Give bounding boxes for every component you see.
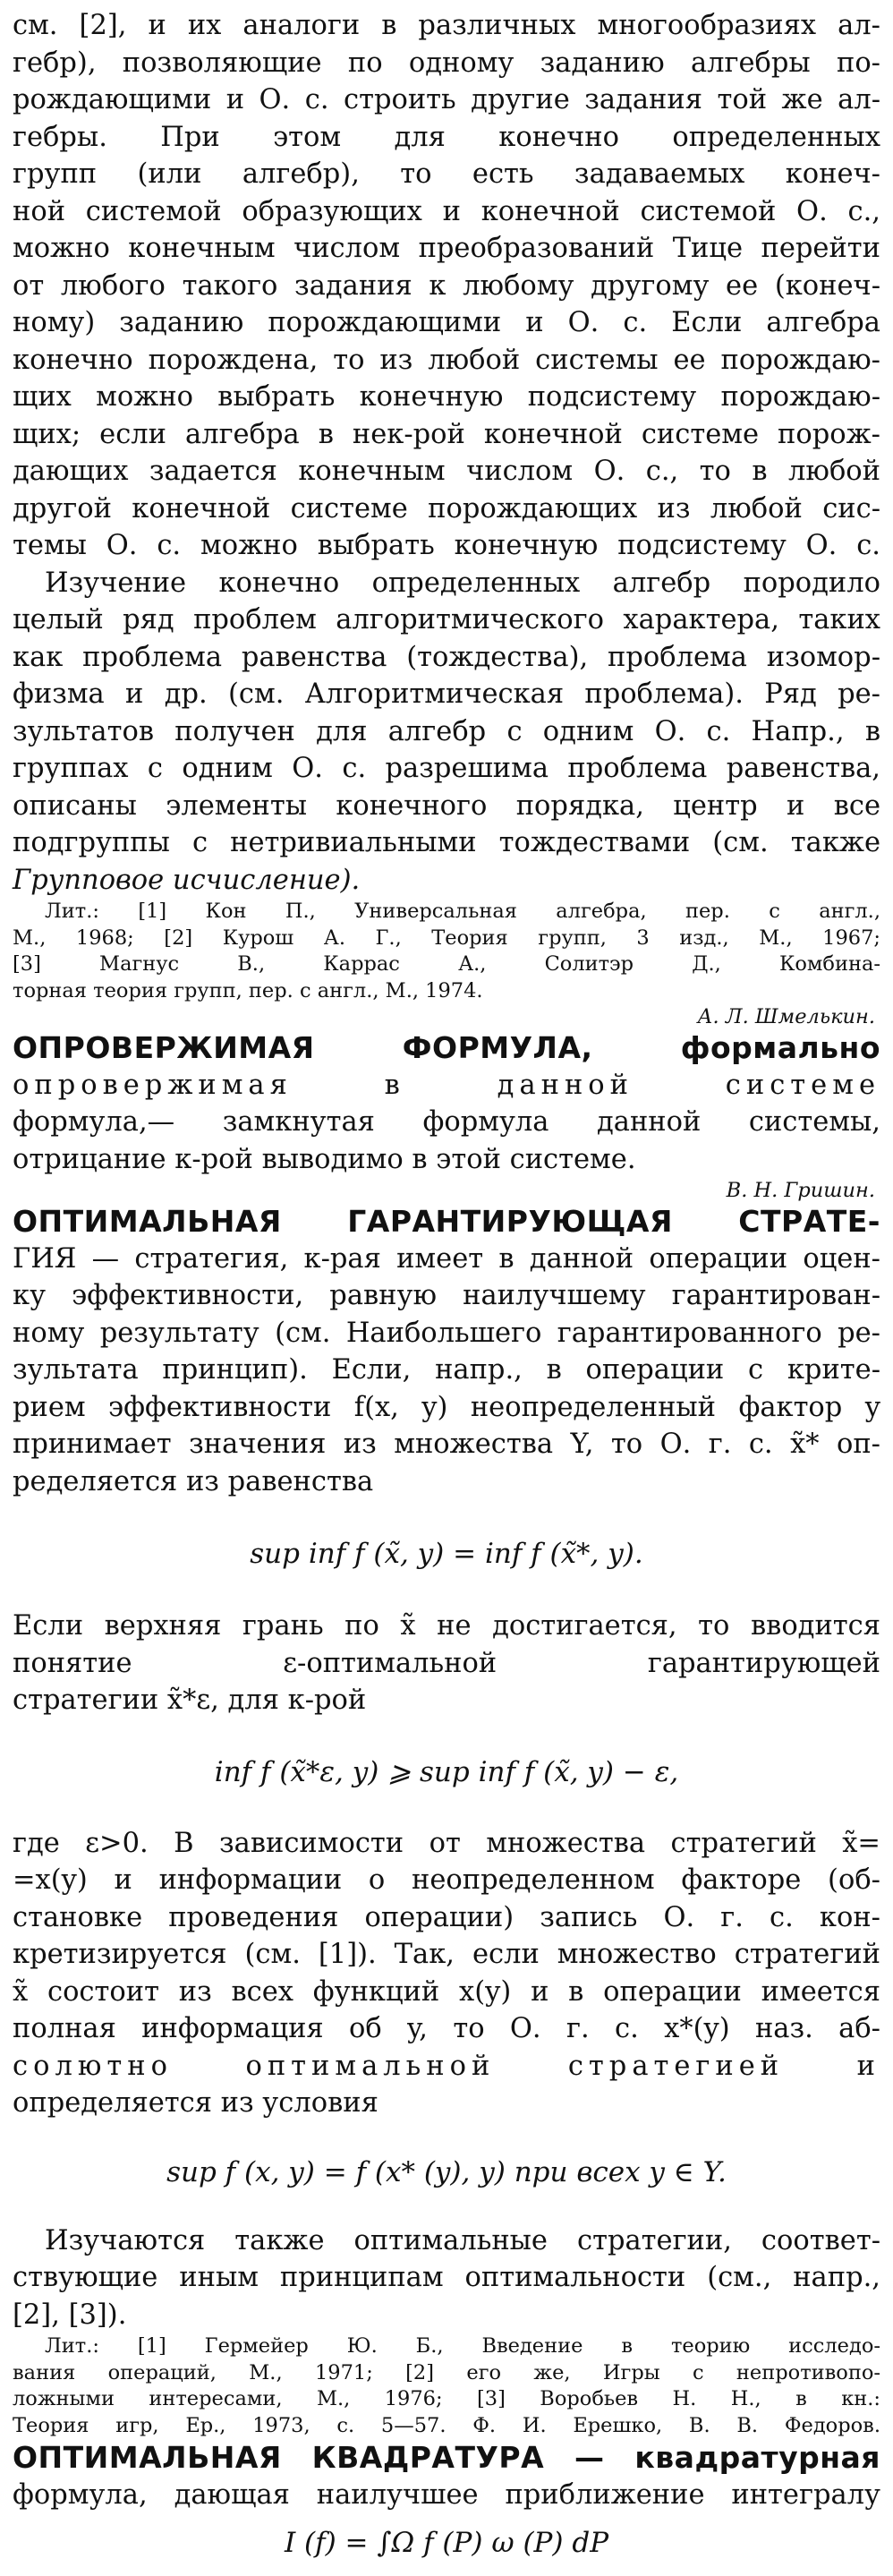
text-line: гебр), позволяющие по одному заданию алгебры по- xyxy=(13,47,880,79)
text-line: формула, дающая наилучшее приближение интегралу xyxy=(13,2478,880,2511)
text-line: Изучение конечно определенных алгебр породило xyxy=(45,567,880,599)
text-line: рием эффективности f(x, y) неопределенный фактор y xyxy=(13,1391,880,1423)
article-refutable-formula xyxy=(13,1029,880,1178)
text-line: понятие ε-оптимальной гарантирующей xyxy=(13,1647,880,1679)
text-line: можно конечным числом преобразований Тице перейти xyxy=(13,233,880,264)
author-signature: А. Л. Шмелькин. xyxy=(697,1005,875,1028)
text-line: солютно оптимальной стратегией и xyxy=(13,2050,880,2082)
text-line: см. [2], и их аналоги в различных многообразиях ал- xyxy=(13,10,880,41)
intro-paragraph xyxy=(13,7,880,565)
strategy-other-paragraph xyxy=(13,2222,880,2334)
text-line: зультата принцип). Если, напр., в операции с крите- xyxy=(13,1354,880,1386)
lit-line: вания операций, М., 1971; [2] его же, Игры с непротивопо- xyxy=(13,2360,880,2384)
text-line: формула,— замкнутая формула данной системы, xyxy=(13,1106,880,1138)
text-line: Изучаются также оптимальные стратегии, соответ- xyxy=(45,2224,880,2256)
article-optimal-strategy xyxy=(13,1203,880,1500)
study-paragraph xyxy=(13,565,880,900)
lit-line: М., 1968; [2] Курош А. Г., Теория групп, 3 изд., М., 1967; xyxy=(13,925,880,950)
text-line: становке проведения операции) запись О. г. с. кон- xyxy=(13,1901,880,1933)
text-line: темы О. с. можно выбрать конечную подсистему О. с. xyxy=(13,530,880,561)
text-line: от любого такого задания к любому другому ее (конеч- xyxy=(13,269,880,302)
text-line: ку эффективности, равную наилучшему гарантирован- xyxy=(13,1280,880,1311)
text-line: физма и др. (см. Алгоритмическая проблема). Ряд ре- xyxy=(13,678,880,710)
text-line: полная информация об y, то О. г. с. x*(y) наз. аб- xyxy=(13,2013,880,2044)
strategy-after-paragraph xyxy=(13,1825,880,2122)
text-line: дающих задается конечным числом О. с., то в любой xyxy=(13,456,880,487)
text-line: другой конечной системе порождающих из любой сис- xyxy=(13,492,880,525)
text-line: описаны элементы конечного порядка, центр и все xyxy=(13,789,880,822)
text-line: ному результату (см. Наибольшего гарантированного ре- xyxy=(13,1317,880,1349)
literature-block xyxy=(13,899,880,1004)
text-line: принимает значения из множества Y, то О. г. с. x̃* оп- xyxy=(13,1429,880,1460)
article-optimal-quadrature xyxy=(13,2439,880,2513)
author-signature: В. Н. Гришин. xyxy=(726,1179,875,1202)
lit-line: Лит.: [1] Гермейер Ю. Б., Введение в теорию исследо- xyxy=(45,2334,880,2358)
text-line: =x(y) и информации о неопределенном факторе (об- xyxy=(13,1864,880,1896)
text-line: группах с одним О. с. разрешима проблема равенства, xyxy=(13,753,880,784)
formula-integral: I (f) = ∫Ω f (P) ω (P) dP xyxy=(284,2527,609,2559)
text-line: [2], [3]). xyxy=(13,2299,127,2331)
article-heading: ОПТИМАЛЬНАЯ КВАДРАТУРА — квадратурная xyxy=(13,2440,880,2475)
article-heading: ОПТИМАЛЬНАЯ ГАРАНТИРУЮЩАЯ СТРАТЕ- xyxy=(13,1204,880,1239)
text-line: конечно порождена, то из любой системы ее порождаю- xyxy=(13,344,880,376)
text-line: где ε>0. В зависимости от множества стратегий x̃= xyxy=(13,1827,880,1859)
text-line: кретизируется (см. [1]). Так, если множество стратегий xyxy=(13,1939,880,1970)
lit-line: Теория игр, Ер., 1973, с. 5—57. Ф. И. Ерешко, В. В. Федоров. xyxy=(13,2413,880,2437)
text-line: щих можно выбрать конечную подсистему порождаю- xyxy=(13,381,880,413)
text-line: определяется из условия xyxy=(13,2087,378,2119)
lit-line: Лит.: [1] Кон П., Универсальная алгебра, пер. с англ., xyxy=(45,900,880,923)
lit-line: [3] Магнус В., Каррас А., Солитэр Д., Комбина- xyxy=(13,952,880,976)
text-line: ствующие иным принципам оптимальности (см., напр., xyxy=(13,2262,880,2293)
text-line: групп (или алгебр), то есть задаваемых конеч- xyxy=(13,158,880,190)
text-line: ределяется из равенства xyxy=(13,1465,374,1497)
text-line: щих; если алгебра в нек-рой конечной системе порож- xyxy=(13,418,880,450)
text-line: ному) заданию порождающими и О. с. Если алгебра xyxy=(13,307,880,338)
text-line: Если верхняя грань по x̃ не достигается, то вводится xyxy=(13,1610,880,1642)
text-line: гебры. При этом для конечно определенных xyxy=(13,121,880,153)
text-line: подгруппы с нетривиальными тождествами (см. также xyxy=(13,827,880,858)
text-line: Групповое исчисление). xyxy=(13,864,361,896)
lit-line: торная теория групп, пер. с англ., М., 1974. xyxy=(13,978,483,1002)
text-line: x̃ состоит из всех функций x(y) и в операции имеется xyxy=(13,1975,880,2008)
text-line: опровержимая в данной системе xyxy=(13,1069,880,1101)
text-line: ГИЯ — стратегия, к-рая имеет в данной операции оцен- xyxy=(13,1242,880,1275)
text-line: стратегии x̃*ε, для к-рой xyxy=(13,1685,367,1716)
text-line: целый ряд проблем алгоритмического характера, таких xyxy=(13,604,880,635)
formula-epsilon-inequality: inf f (x̃*ε, y) ⩾ sup inf f (x̃, y) − ε, xyxy=(214,1755,679,1788)
formula-equality: sup inf f (x̃, y) = inf f (x̃*, y). xyxy=(250,1538,643,1570)
article-heading: ОПРОВЕРЖИМАЯ ФОРМУЛА, формально xyxy=(13,1030,880,1065)
lit-line: ложными интересами, М., 1976; [3] Воробьев Н. Н., в кн.: xyxy=(13,2387,880,2410)
strategy-eps-paragraph xyxy=(13,1608,880,1719)
text-line: рождающими и О. с. строить другие задания той же ал- xyxy=(13,84,880,115)
literature-block xyxy=(13,2333,880,2439)
text-line: как проблема равенства (тождества), проблема изомор- xyxy=(13,641,880,673)
text-line: ной системой образующих и конечной системой О. с., xyxy=(13,195,880,227)
formula-absolute-optimal: sup f (x, y) = f (x* (y), y) при всех y ∈ Y. xyxy=(166,2155,727,2188)
text-line: отрицание к-рой выводимо в этой системе. xyxy=(13,1143,636,1175)
text-line: зультатов получен для алгебр с одним О. с. Напр., в xyxy=(13,715,880,747)
